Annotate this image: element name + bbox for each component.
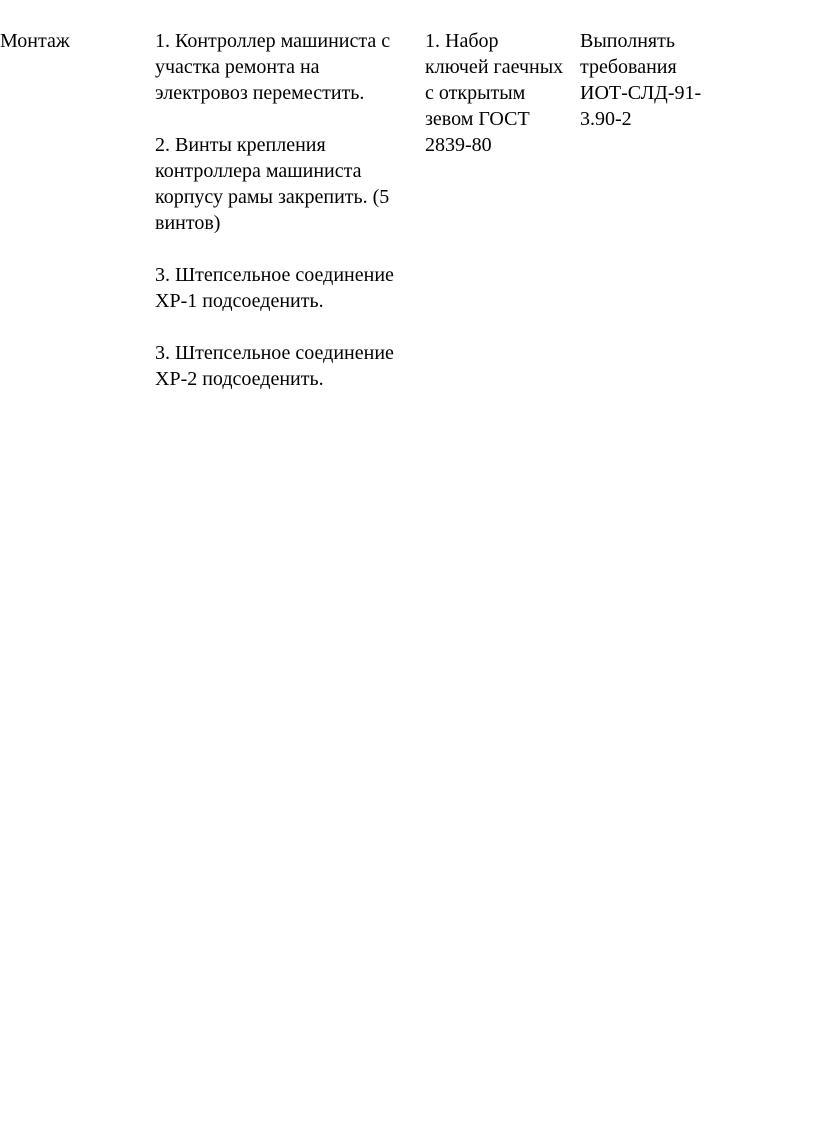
requirements-line-4: 3.90-2 — [580, 108, 632, 130]
step-4-line-1: 3. Штепсельное соединение — [155, 342, 394, 364]
step-3-line-2: ХР-1 подсоеденить. — [155, 290, 324, 312]
requirements-line-3: ИОТ-СЛД-91- — [580, 82, 702, 104]
step-1-line-2: участка ремонта на — [155, 56, 320, 78]
stage-cell — [0, 28, 150, 54]
steps-cell — [155, 28, 423, 392]
tools-line-2: ключей гаечных — [425, 56, 564, 78]
tools-line-1: 1. Набор — [425, 30, 499, 52]
step-2-line-2: контроллера машиниста — [155, 160, 362, 182]
step-2-line-4: винтов) — [155, 212, 221, 234]
tools-cell — [425, 28, 577, 158]
requirements-line-1: Выполнять — [580, 30, 675, 52]
requirements-line-2: требования — [580, 56, 677, 78]
tools-line-3: с открытым — [425, 82, 526, 104]
step-2 — [155, 132, 423, 236]
requirements-cell — [580, 28, 780, 132]
stage-label: Монтаж — [0, 30, 70, 52]
step-1-line-1: 1. Контроллер машиниста с — [155, 30, 391, 52]
step-1 — [155, 28, 423, 106]
step-1-line-3: электровоз переместить. — [155, 82, 365, 104]
tools-line-4: зевом ГОСТ — [425, 108, 530, 130]
step-3 — [155, 262, 423, 314]
tools-line-5: 2839-80 — [425, 134, 492, 156]
step-4 — [155, 340, 423, 392]
step-2-line-1: 2. Винты крепления — [155, 134, 326, 156]
step-4-line-2: ХР-2 подсоеденить. — [155, 368, 324, 390]
step-2-line-3: корпусу рамы закрепить. (5 — [155, 186, 390, 208]
step-3-line-1: 3. Штепсельное соединение — [155, 264, 394, 286]
